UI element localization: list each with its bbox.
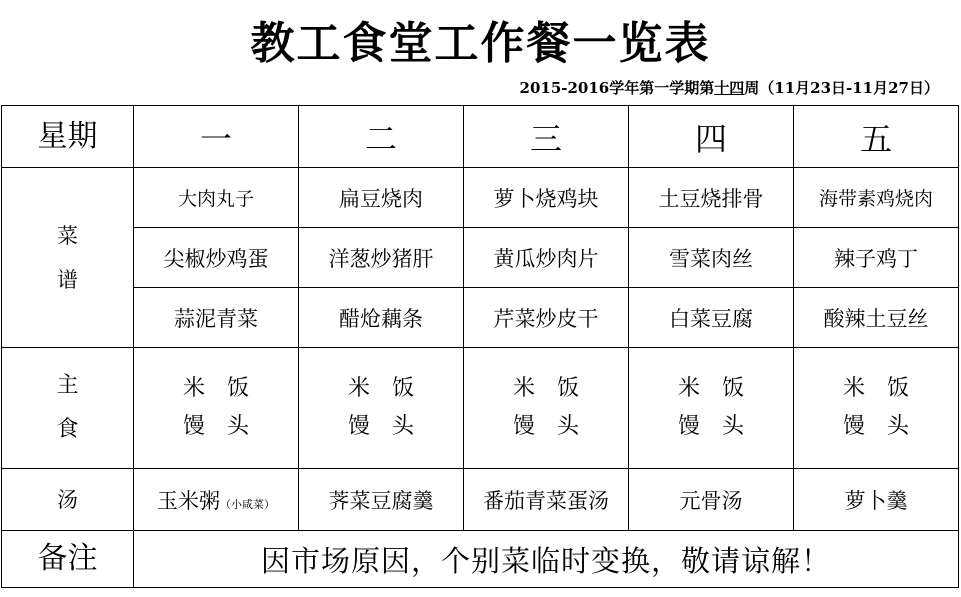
dish-cell: 芹菜炒皮干 — [464, 288, 629, 348]
staple-rice: 米 饭 — [182, 376, 249, 401]
staple-label-char-1: 主 — [56, 373, 79, 398]
dish-cell: 海带素鸡烧肉 — [794, 168, 959, 228]
menu-table — [1, 105, 959, 588]
dish-cell: 酸辣土豆丝 — [794, 288, 959, 348]
weekday-header-row — [2, 106, 959, 168]
staple-rice: 米 饭 — [347, 376, 414, 401]
day-thursday: 四 — [629, 106, 794, 168]
staple-cell — [299, 348, 464, 469]
staple-label-char-2: 食 — [56, 417, 79, 442]
term-text: 2015-2016学年第一学期第 — [519, 79, 715, 97]
soup-cell — [134, 469, 299, 531]
dish-row-3 — [2, 288, 959, 348]
date-range: 周（11月23日-11月27日） — [744, 79, 939, 97]
note-label: 备注 — [2, 531, 134, 588]
dish-cell: 尖椒炒鸡蛋 — [134, 228, 299, 288]
staple-rice: 米 饭 — [512, 376, 579, 401]
staple-label — [2, 348, 134, 469]
day-monday: 一 — [134, 106, 299, 168]
staple-rice: 米 饭 — [842, 376, 909, 401]
day-friday: 五 — [794, 106, 959, 168]
day-wednesday: 三 — [464, 106, 629, 168]
weekday-label: 星期 — [2, 106, 134, 168]
soup-cell: 萝卜羹 — [794, 469, 959, 531]
dish-cell: 萝卜烧鸡块 — [464, 168, 629, 228]
staple-cell — [134, 348, 299, 469]
staple-row — [2, 348, 959, 469]
dish-cell: 土豆烧排骨 — [629, 168, 794, 228]
dish-row-2 — [2, 228, 959, 288]
staple-rice: 米 饭 — [677, 376, 744, 401]
dish-cell: 扁豆烧肉 — [299, 168, 464, 228]
staple-cell — [464, 348, 629, 469]
staple-cell — [794, 348, 959, 469]
soup-cell: 荠菜豆腐羹 — [299, 469, 464, 531]
note-row — [2, 531, 959, 588]
staple-bun: 馒 头 — [677, 414, 744, 439]
staple-bun: 馒 头 — [512, 414, 579, 439]
soup-row — [2, 469, 959, 531]
dish-cell: 大肉丸子 — [134, 168, 299, 228]
dish-cell: 辣子鸡丁 — [794, 228, 959, 288]
soup-monday-note: （小咸菜） — [220, 497, 275, 511]
week-number: 十四 — [714, 79, 745, 97]
staple-bun: 馒 头 — [182, 414, 249, 439]
dish-cell: 洋葱炒猪肝 — [299, 228, 464, 288]
soup-cell: 番茄青菜蛋汤 — [464, 469, 629, 531]
staple-bun: 馒 头 — [842, 414, 909, 439]
staple-bun: 馒 头 — [347, 414, 414, 439]
dish-cell: 雪菜肉丝 — [629, 228, 794, 288]
dishes-label-char-1: 菜 — [57, 223, 78, 248]
dish-cell: 白菜豆腐 — [629, 288, 794, 348]
note-text: 因市场原因，个别菜临时变换，敬请谅解！ — [134, 531, 959, 588]
dishes-label-char-2: 谱 — [57, 267, 78, 292]
soup-cell: 元骨汤 — [629, 469, 794, 531]
dish-cell: 黄瓜炒肉片 — [464, 228, 629, 288]
term-week-subtitle — [520, 76, 939, 100]
dish-cell: 蒜泥青菜 — [134, 288, 299, 348]
soup-label: 汤 — [2, 469, 134, 531]
page-title: 教工食堂工作餐一览表 — [250, 18, 711, 69]
soup-monday: 玉米粥 — [157, 488, 220, 513]
staple-cell — [629, 348, 794, 469]
dish-row-1 — [2, 168, 959, 228]
dishes-label — [2, 168, 134, 348]
day-tuesday: 二 — [299, 106, 464, 168]
dish-cell: 醋炝藕条 — [299, 288, 464, 348]
